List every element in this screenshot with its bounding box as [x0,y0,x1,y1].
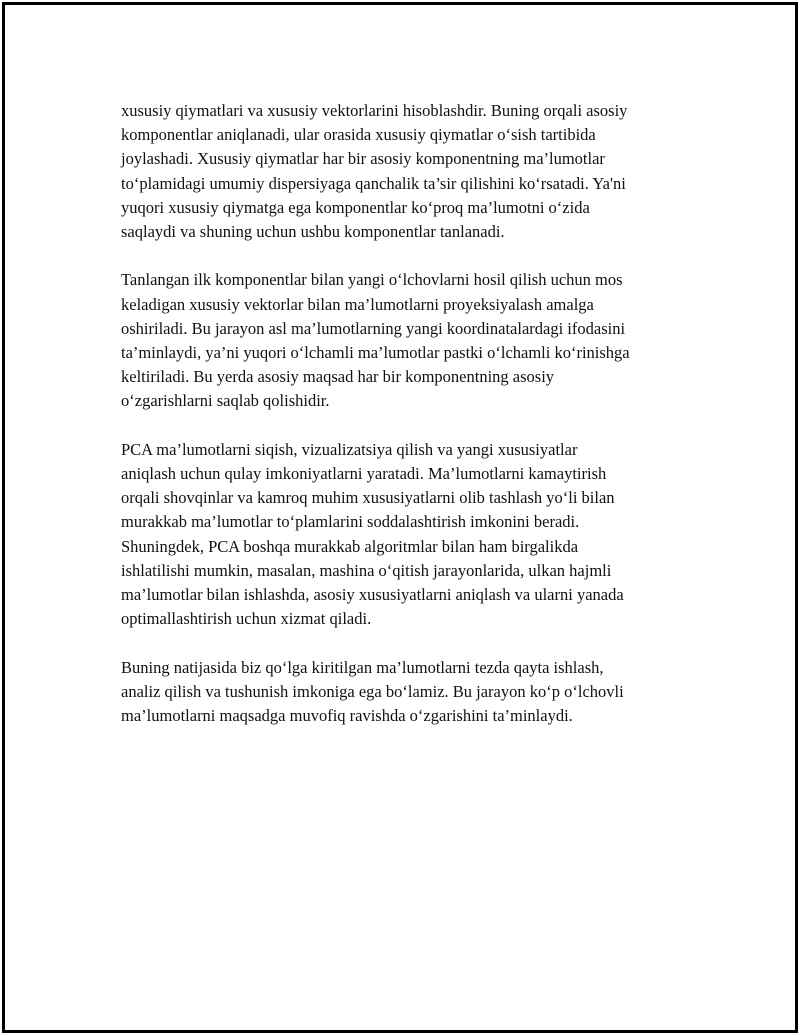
paragraph-pca-uses: PCA ma’lumotlarni siqish, vizualizatsiya qilish va yangi xususiyatlar aniqlash uchun qulay imkoniyatlarni yaratadi. Ma’lumotlarni kamaytirish orqali shovqinlar va kamroq muhim xususiyatlarni olib tashlash yo‘li bilan murakkab ma’lumotlar to‘plamlarini soddalashtirish imkonini beradi. Shuningdek, PCA boshqa murakkab algoritmlar bilan ham birgalikda ishlatilishi mumkin, masalan, mashina o‘qitish jarayonlarida, ulkan hajmli ma’lumotlar bilan ishlashda, asosiy xususiyatlarni aniqlash va ularni yanada optimallashtirish uchun xizmat qiladi. [121,439,624,629]
paragraph-eigenvalues: xususiy qiymatlari va xususiy vektorlarini hisoblashdir. Buning orqali asosiy komponentlar aniqlanadi, ular orasida xususiy qiymatlar o‘sish tartibida joylashadi. Xususiy qiymatlar har bir asosiy komponentning ma’lumotlar to‘plamidagi umumiy dispersiyaga qanchalik ta’sir qilishini ko‘rsatadi. Ya'ni yuqori xususiy qiymatga ega komponentlar ko‘proq ma’lumotni o‘zida saqlaydi va shuning uchun ushbu komponentlar tanlanadi. [121,101,628,242]
paragraph-conclusion: Buning natijasida biz qo‘lga kiritilgan ma’lumotlarni tezda qayta ishlash, analiz qilish va tushunish imkoniga ega bo‘lamiz. Bu jarayon ko‘p o‘lchovli ma’lumotlarni maqsadga muvofiq ravishda o‘zgarishini ta’minlaydi. [121,657,624,726]
paragraph-projection: Tanlangan ilk komponentlar bilan yangi o‘lchovlarni hosil qilish uchun mos keladigan xususiy vektorlar bilan ma’lumotlarni proyeksiyalash amalga oshiriladi. Bu jarayon asl ma’lumotlarning yangi koordinatalardagi ifodasini ta’minlaydi, ya’ni yuqori o‘lchamli ma’lumotlar pastki o‘lchamli ko‘rinishga keltiriladi. Bu yerda asosiy maqsad har bir komponentning asosiy o‘zgarishlarni saqlab qolishidir. [121,270,630,411]
document-page [2,2,798,1033]
document-body [121,99,701,752]
